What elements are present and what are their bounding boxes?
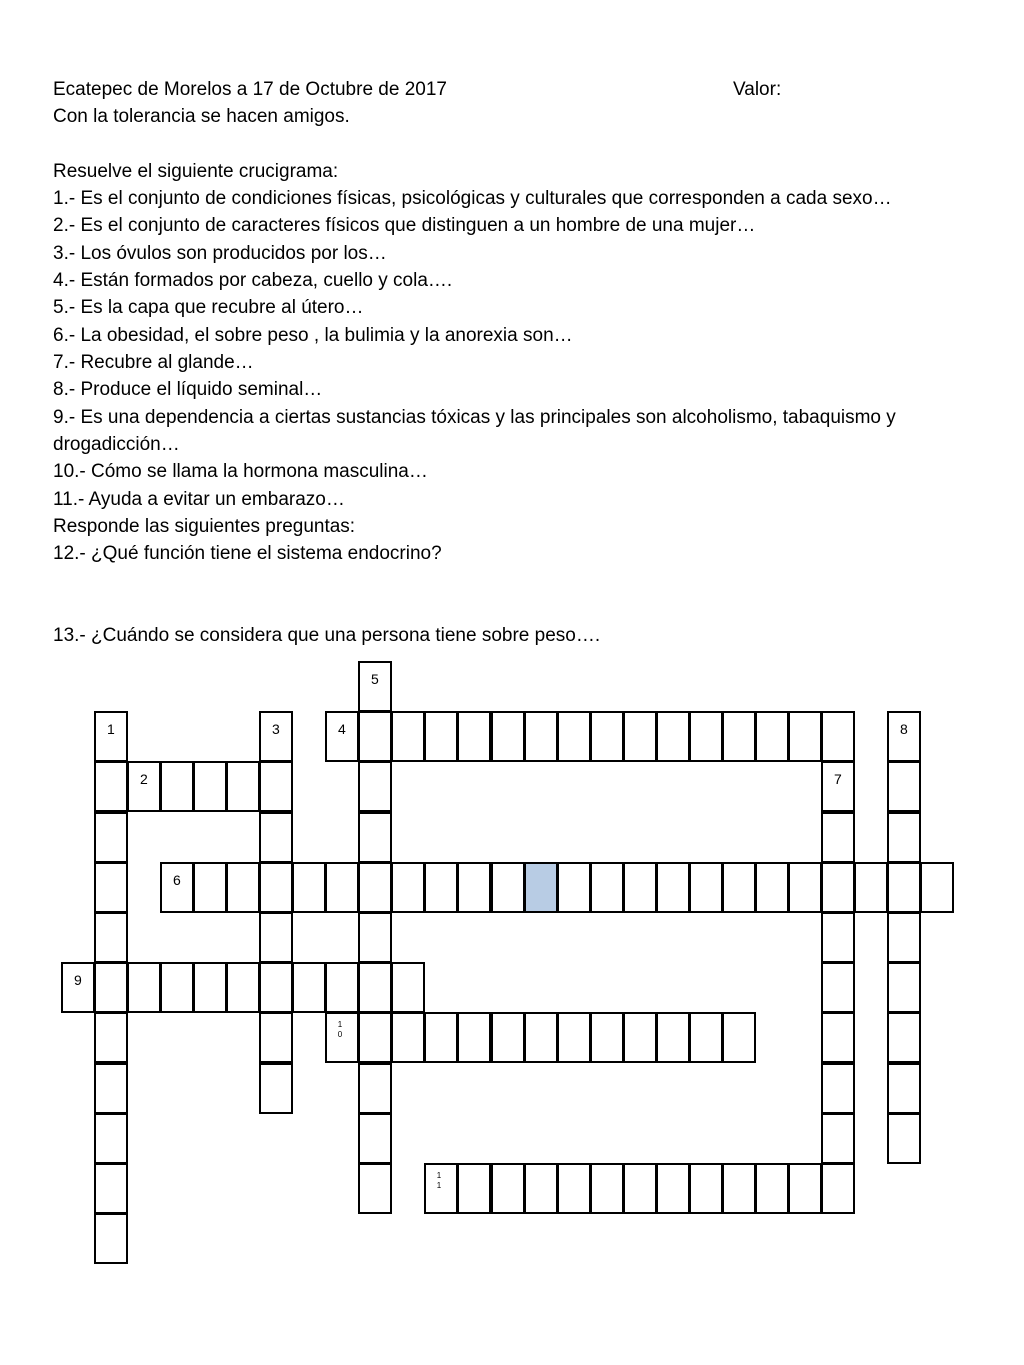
crossword-cell[interactable] — [821, 1113, 855, 1164]
crossword-cell[interactable] — [590, 711, 624, 762]
crossword-cell[interactable] — [391, 962, 425, 1013]
crossword-cell[interactable] — [193, 962, 227, 1013]
crossword-cell[interactable] — [94, 912, 128, 963]
crossword-cell[interactable] — [656, 1163, 690, 1214]
motto: Con la tolerancia se hacen amigos. — [53, 106, 350, 127]
crossword-cell[interactable] — [821, 761, 855, 812]
crossword-cell[interactable] — [457, 862, 491, 913]
clue-number-2: 2 — [140, 771, 148, 787]
clue-number-10: 10 — [337, 1020, 343, 1039]
crossword-cell[interactable] — [887, 711, 921, 762]
clue-8: 8.- Produce el líquido seminal… — [53, 379, 323, 400]
crossword-cell[interactable] — [424, 862, 458, 913]
crossword-cell[interactable] — [557, 862, 591, 913]
crossword-cell[interactable] — [160, 962, 194, 1013]
crossword-cell[interactable] — [457, 1012, 491, 1063]
crossword-cell[interactable] — [623, 711, 657, 762]
crossword-cell[interactable] — [755, 862, 789, 913]
crossword-cell[interactable] — [226, 862, 260, 913]
crossword-cell[interactable] — [722, 1163, 756, 1214]
clue-number-8: 8 — [900, 721, 908, 737]
clue-2: 2.- Es el conjunto de caracteres físicos que distinguen a un hombre de una mujer… — [53, 215, 756, 236]
clue-number-9: 9 — [74, 972, 82, 988]
crossword-cell[interactable] — [391, 1012, 425, 1063]
valor-label: Valor: — [733, 79, 782, 100]
crossword-cell[interactable] — [160, 862, 194, 913]
crossword-cell[interactable] — [821, 1163, 855, 1214]
crossword-cell[interactable] — [887, 812, 921, 863]
crossword-cell[interactable] — [94, 812, 128, 863]
crossword-cell[interactable] — [292, 862, 326, 913]
crossword-cell[interactable] — [524, 711, 558, 762]
crossword-cell[interactable] — [656, 1012, 690, 1063]
crossword-cell[interactable] — [358, 862, 392, 913]
crossword-cell[interactable] — [325, 962, 359, 1013]
crossword-cell[interactable] — [259, 711, 293, 762]
crossword-cell[interactable] — [689, 711, 723, 762]
crossword-cell[interactable] — [491, 1012, 525, 1063]
crossword-cell[interactable] — [457, 1163, 491, 1214]
crossword-cell[interactable] — [259, 862, 293, 913]
crossword-cell[interactable] — [491, 711, 525, 762]
crossword-cell[interactable] — [821, 711, 855, 762]
crossword-cell[interactable] — [358, 962, 392, 1013]
crossword-cell[interactable] — [358, 812, 392, 863]
crossword-cell[interactable] — [358, 1063, 392, 1114]
crossword-cell[interactable] — [821, 912, 855, 963]
crossword-cell[interactable] — [127, 761, 161, 812]
crossword-cell[interactable] — [755, 711, 789, 762]
clue-6: 6.- La obesidad, el sobre peso , la bulimia y la anorexia son… — [53, 325, 573, 346]
crossword-cell[interactable] — [887, 1012, 921, 1063]
crossword-cell[interactable] — [358, 912, 392, 963]
crossword-cell[interactable] — [358, 711, 392, 762]
crossword-cell[interactable] — [656, 862, 690, 913]
crossword-cell[interactable] — [590, 1163, 624, 1214]
crossword-cell[interactable] — [755, 1163, 789, 1214]
instructions: Resuelve el siguiente crucigrama: — [53, 161, 339, 182]
clue-number-6: 6 — [173, 872, 181, 888]
crossword-cell[interactable] — [887, 912, 921, 963]
crossword-cell[interactable] — [788, 711, 822, 762]
crossword-cell[interactable] — [821, 1012, 855, 1063]
crossword-cell[interactable] — [457, 711, 491, 762]
crossword-cell[interactable] — [887, 862, 921, 913]
clue-4: 4.- Están formados por cabeza, cuello y cola…. — [53, 270, 453, 291]
crossword-cell[interactable] — [61, 962, 95, 1013]
crossword-cell[interactable] — [821, 812, 855, 863]
crossword-cell[interactable] — [358, 1113, 392, 1164]
crossword-cell[interactable] — [524, 1163, 558, 1214]
crossword-cell[interactable] — [623, 1163, 657, 1214]
crossword-cell[interactable] — [94, 1163, 128, 1214]
crossword-cell[interactable] — [391, 711, 425, 762]
crossword-cell[interactable] — [94, 1113, 128, 1164]
crossword-cell[interactable] — [94, 1063, 128, 1114]
crossword-cell[interactable] — [226, 962, 260, 1013]
crossword-cell[interactable] — [821, 1063, 855, 1114]
crossword-cell[interactable] — [821, 962, 855, 1013]
crossword-cell[interactable] — [226, 761, 260, 812]
clue-number-1: 1 — [107, 721, 115, 737]
crossword-cell[interactable] — [127, 962, 161, 1013]
crossword-cell[interactable] — [788, 1163, 822, 1214]
clue-1: 1.- Es el conjunto de condiciones físicas, psicológicas y culturales que corresponden a cada sexo… — [53, 188, 892, 209]
questions-header: Responde las siguientes preguntas: — [53, 516, 356, 537]
crossword-cell[interactable] — [524, 1012, 558, 1063]
crossword-cell[interactable] — [491, 1163, 525, 1214]
crossword-cell[interactable] — [292, 962, 326, 1013]
clue-number-4: 4 — [338, 721, 346, 737]
crossword-cell[interactable] — [358, 661, 392, 712]
crossword-cell[interactable] — [424, 711, 458, 762]
crossword-cell[interactable] — [193, 862, 227, 913]
crossword-cell[interactable] — [424, 1012, 458, 1063]
crossword-cell[interactable] — [887, 962, 921, 1013]
clue-11: 11.- Ayuda a evitar un embarazo… — [53, 489, 345, 510]
crossword-cell[interactable] — [259, 1012, 293, 1063]
crossword-cell[interactable] — [689, 1163, 723, 1214]
crossword-cell[interactable] — [160, 761, 194, 812]
clue-number-5: 5 — [371, 671, 379, 687]
place-date: Ecatepec de Morelos a 17 de Octubre de 2017 — [53, 79, 447, 100]
crossword-cell[interactable] — [689, 1012, 723, 1063]
crossword-cell[interactable] — [524, 862, 558, 913]
crossword-cell[interactable] — [623, 862, 657, 913]
crossword-cell[interactable] — [920, 862, 954, 913]
crossword-cell[interactable] — [193, 761, 227, 812]
crossword-cell[interactable] — [557, 711, 591, 762]
clue-9: 9.- Es una dependencia a ciertas sustancias tóxicas y las principales son alcoholismo, tabaquismo y — [53, 407, 896, 428]
crossword-cell[interactable] — [325, 1012, 359, 1063]
crossword-cell[interactable] — [887, 1063, 921, 1114]
crossword-cell[interactable] — [325, 711, 359, 762]
clue-9-continued: drogadicción… — [53, 434, 180, 455]
crossword-cell[interactable] — [656, 711, 690, 762]
crossword-cell[interactable] — [788, 862, 822, 913]
crossword-cell[interactable] — [391, 862, 425, 913]
crossword-cell[interactable] — [259, 1063, 293, 1114]
clue-5: 5.- Es la capa que recubre al útero… — [53, 297, 364, 318]
crossword-cell[interactable] — [94, 962, 128, 1013]
crossword-cell[interactable] — [358, 1163, 392, 1214]
crossword-cell[interactable] — [722, 1012, 756, 1063]
crossword-cell[interactable] — [590, 1012, 624, 1063]
crossword-cell[interactable] — [689, 862, 723, 913]
clue-number-7: 7 — [834, 771, 842, 787]
crossword-cell[interactable] — [94, 711, 128, 762]
crossword-cell[interactable] — [854, 862, 888, 913]
question-12: 12.- ¿Qué función tiene el sistema endocrino? — [53, 543, 442, 564]
crossword-cell[interactable] — [887, 1113, 921, 1164]
crossword-cell[interactable] — [259, 912, 293, 963]
crossword-cell[interactable] — [94, 1012, 128, 1063]
crossword-cell[interactable] — [722, 862, 756, 913]
crossword-cell[interactable] — [623, 1012, 657, 1063]
crossword-cell[interactable] — [590, 862, 624, 913]
question-13: 13.- ¿Cuándo se considera que una persona tiene sobre peso…. — [53, 625, 601, 646]
crossword-cell[interactable] — [325, 862, 359, 913]
crossword-cell[interactable] — [887, 761, 921, 812]
crossword-cell[interactable] — [259, 761, 293, 812]
crossword-cell[interactable] — [821, 862, 855, 913]
crossword-cell[interactable] — [722, 711, 756, 762]
clue-number-11: 11 — [436, 1171, 442, 1190]
crossword-cell[interactable] — [557, 1012, 591, 1063]
crossword-cell[interactable] — [424, 1163, 458, 1214]
clue-number-3: 3 — [272, 721, 280, 737]
clue-3: 3.- Los óvulos son producidos por los… — [53, 243, 387, 264]
crossword-cell[interactable] — [94, 862, 128, 913]
crossword-cell[interactable] — [94, 1213, 128, 1264]
clue-7: 7.- Recubre al glande… — [53, 352, 254, 373]
crossword-cell[interactable] — [557, 1163, 591, 1214]
crossword-cell[interactable] — [94, 761, 128, 812]
crossword-cell[interactable] — [358, 761, 392, 812]
crossword-cell[interactable] — [259, 962, 293, 1013]
crossword-cell[interactable] — [259, 812, 293, 863]
crossword-cell[interactable] — [358, 1012, 392, 1063]
crossword-cell[interactable] — [491, 862, 525, 913]
clue-10: 10.- Cómo se llama la hormona masculina… — [53, 461, 428, 482]
